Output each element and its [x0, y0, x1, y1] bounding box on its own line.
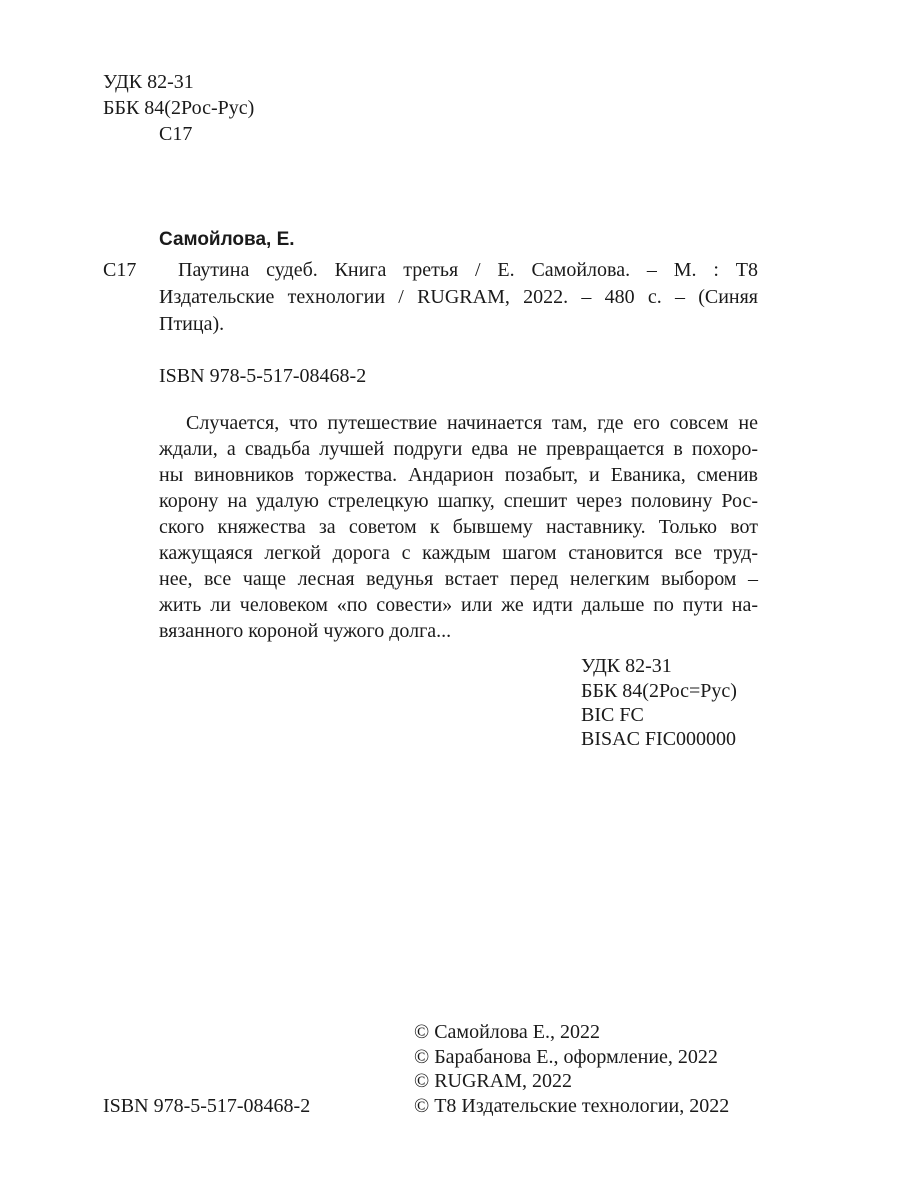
class-bbk: ББК 84(2Рос=Рус) [581, 680, 737, 702]
annotation-line: ждали, а свадьба лучшей подруги едва не превращается в похоро- [159, 438, 758, 460]
annotation-paragraph [159, 410, 758, 644]
header-author-mark: С17 [159, 123, 193, 145]
header-bbk: ББК 84(2Рос-Рус) [103, 97, 255, 119]
bib-line: Птица). [159, 313, 225, 335]
annotation-line: нее, все чаще лесная ведунья встает перед нелегким выбором – [159, 568, 758, 590]
bib-isbn: ISBN 978-5-517-08468-2 [159, 365, 367, 387]
copyright-line: © RUGRAM, 2022 [414, 1070, 572, 1092]
author-name: Самойлова, Е. [159, 229, 295, 250]
copyright-line: © Самойлова Е., 2022 [414, 1021, 601, 1043]
bib-line: Издательские технологии / RUGRAM, 2022. – 480 с. – (Синяя [159, 286, 758, 308]
header-udk: УДК 82-31 [103, 71, 194, 93]
copyright-line: © Барабанова Е., оформление, 2022 [414, 1046, 718, 1068]
annotation-line: жить ли человеком «по совести» или же идти дальше по пути на- [159, 594, 758, 616]
copyright-line: © Т8 Издательские технологии, 2022 [414, 1095, 730, 1117]
footer-isbn: ISBN 978-5-517-08468-2 [103, 1095, 311, 1117]
bib-author-mark: С17 [103, 259, 137, 281]
annotation-line: корону на удалую стрелецкую шапку, спешит через половину Рос- [159, 490, 758, 512]
annotation-line: ского княжества за советом к бывшему наставнику. Только вот [159, 516, 758, 538]
annotation-line: вязанного короной чужого долга... [159, 620, 452, 642]
annotation-line: ны виновников торжества. Андарион позабыт, и Еваника, сменив [159, 464, 758, 486]
annotation-line: Случается, что путешествие начинается там, где его совсем не [186, 412, 758, 434]
class-udk: УДК 82-31 [581, 655, 672, 677]
class-bic: BIC FC [581, 704, 644, 726]
annotation-line: кажущаяся легкой дорога с каждым шагом становится все труд- [159, 542, 758, 564]
class-bisac: BISAC FIC000000 [581, 728, 737, 750]
bib-line: Паутина судеб. Книга третья / Е. Самойлова. – М. : Т8 [178, 259, 758, 281]
